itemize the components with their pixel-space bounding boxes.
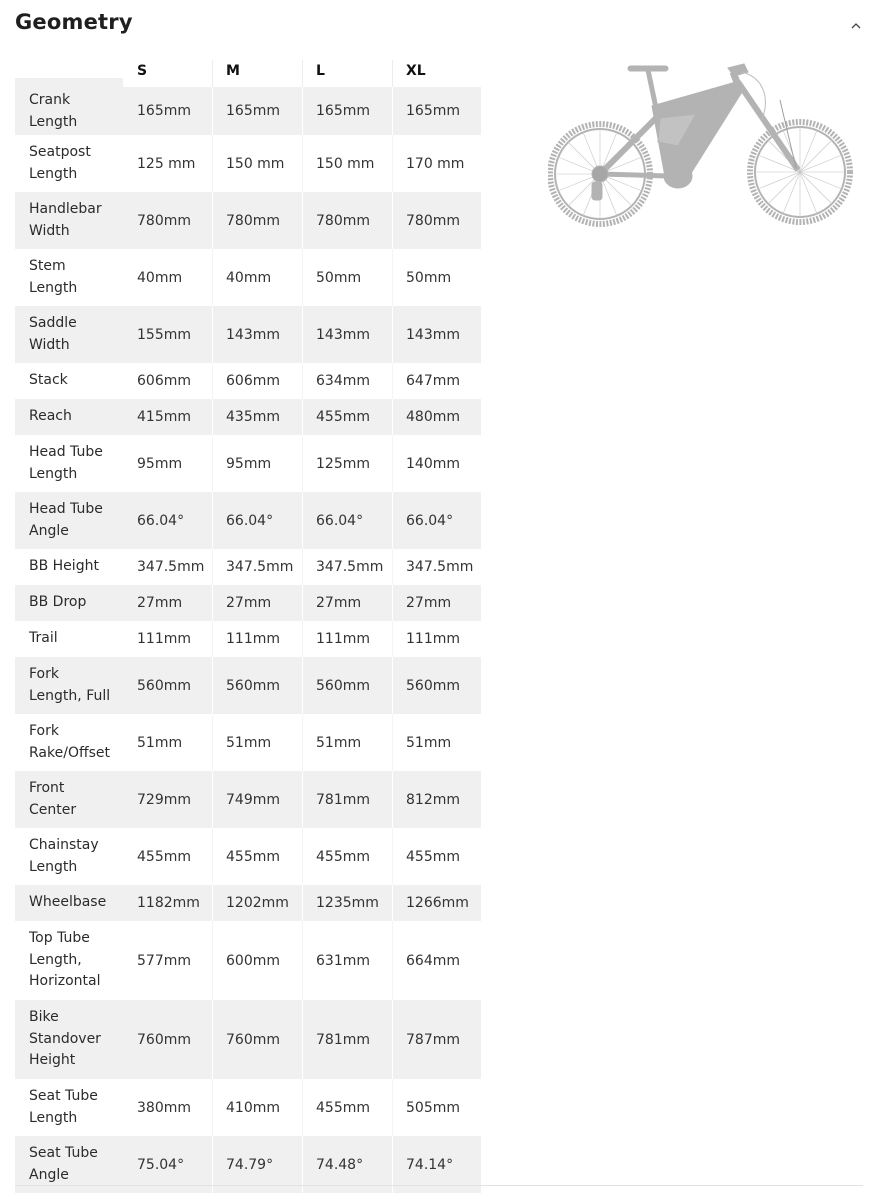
cell-value-s: 729mm: [137, 792, 191, 808]
column-divider: [212, 549, 213, 585]
column-divider: [212, 306, 213, 363]
cell-value-m: 760mm: [226, 1032, 280, 1048]
table-row: [15, 621, 481, 657]
cell-value-m: 600mm: [226, 953, 280, 969]
row-label: [29, 199, 125, 242]
row-label: [29, 499, 125, 542]
geometry-table: [15, 56, 481, 1193]
row-label-line: Saddle: [29, 315, 77, 331]
bike-silhouette-icon: [548, 58, 854, 234]
column-divider: [212, 492, 213, 549]
column-divider: [302, 492, 303, 549]
cell-value-m: 111mm: [226, 631, 280, 647]
cell-value-l: 50mm: [316, 270, 362, 286]
cell-value-l: 781mm: [316, 1032, 370, 1048]
column-divider: [212, 249, 213, 306]
row-label-line: Front: [29, 780, 65, 796]
row-label: [29, 256, 125, 299]
column-divider: [302, 714, 303, 771]
row-label: [29, 664, 125, 707]
cell-value-xl: 1266mm: [406, 895, 469, 911]
row-label-line: BB Height: [29, 558, 99, 574]
cell-value-m: 40mm: [226, 270, 272, 286]
column-divider: [302, 1079, 303, 1136]
row-label-line: Angle: [29, 1166, 69, 1183]
row-label: [29, 1086, 125, 1129]
column-divider: [392, 621, 393, 657]
bottom-divider: [15, 1185, 863, 1186]
row-label: [29, 1007, 125, 1072]
column-divider: [302, 621, 303, 657]
row-label-line: Wheelbase: [29, 894, 107, 910]
column-divider: [302, 771, 303, 828]
row-label-line: Top Tube: [29, 930, 90, 946]
row-label: [29, 928, 125, 993]
table-row: [15, 87, 481, 135]
cell-value-l: 74.48°: [316, 1157, 364, 1173]
geometry-header[interactable]: [0, 0, 877, 52]
cell-value-xl: 347.5mm: [406, 559, 474, 575]
row-label-line: Stack: [29, 372, 68, 388]
cell-value-m: 347.5mm: [226, 559, 294, 575]
row-label: [29, 892, 125, 914]
row-label: [29, 442, 125, 485]
cell-value-s: 111mm: [137, 631, 191, 647]
size-header-m: M: [226, 63, 240, 79]
column-divider: [392, 549, 393, 585]
column-divider: [212, 585, 213, 621]
row-label-line: Horizontal: [29, 973, 101, 989]
column-divider: [392, 1000, 393, 1079]
table-row: [15, 435, 481, 492]
column-divider: [392, 1079, 393, 1136]
row-label-line: Chainstay: [29, 837, 99, 853]
cell-value-l: 1235mm: [316, 895, 379, 911]
cell-value-s: 155mm: [137, 327, 191, 343]
cell-value-m: 410mm: [226, 1100, 280, 1116]
column-divider: [302, 828, 303, 885]
cell-value-l: 111mm: [316, 631, 370, 647]
cell-value-l: 781mm: [316, 792, 370, 808]
column-divider: [212, 885, 213, 921]
column-divider: [392, 192, 393, 249]
column-divider: [302, 60, 303, 87]
row-label-line: Fork: [29, 666, 59, 682]
cell-value-s: 40mm: [137, 270, 183, 286]
column-divider: [212, 363, 213, 399]
row-label: [29, 370, 125, 392]
column-divider: [392, 657, 393, 714]
table-row: [15, 549, 481, 585]
row-label: [29, 628, 125, 650]
cell-value-xl: 787mm: [406, 1032, 460, 1048]
table-row: [15, 1000, 481, 1079]
column-divider: [392, 306, 393, 363]
table-row: [15, 771, 481, 828]
cell-value-xl: 143mm: [406, 327, 460, 343]
cell-value-l: 455mm: [316, 849, 370, 865]
row-label: [29, 313, 125, 356]
column-divider: [212, 657, 213, 714]
cell-value-xl: 780mm: [406, 213, 460, 229]
row-label-line: Stem: [29, 258, 66, 274]
cell-value-m: 74.79°: [226, 1157, 274, 1173]
table-row: [15, 885, 481, 921]
row-label-line: Reach: [29, 408, 72, 424]
cell-value-l: 560mm: [316, 678, 370, 694]
cell-value-s: 95mm: [137, 456, 183, 472]
cell-value-m: 606mm: [226, 373, 280, 389]
table-row: [15, 306, 481, 363]
row-label-line: Center: [29, 801, 77, 818]
cell-value-m: 749mm: [226, 792, 280, 808]
row-label: [29, 1143, 125, 1186]
row-label-line: Crank: [29, 92, 71, 108]
cell-value-s: 606mm: [137, 373, 191, 389]
column-divider: [302, 885, 303, 921]
cell-value-l: 143mm: [316, 327, 370, 343]
cell-value-m: 27mm: [226, 595, 272, 611]
column-divider: [302, 363, 303, 399]
cell-value-s: 125 mm: [137, 156, 196, 172]
cell-value-s: 1182mm: [137, 895, 200, 911]
chevron-up-icon[interactable]: [846, 16, 866, 36]
column-divider: [212, 621, 213, 657]
size-header-s: S: [137, 63, 148, 79]
column-divider: [302, 435, 303, 492]
row-label-line: Rake/Offset: [29, 744, 110, 761]
cell-value-s: 51mm: [137, 735, 183, 751]
cell-value-xl: 647mm: [406, 373, 460, 389]
table-row: [15, 399, 481, 435]
column-divider: [212, 1000, 213, 1079]
cell-value-xl: 111mm: [406, 631, 460, 647]
row-label-line: Width: [29, 222, 70, 239]
cell-value-l: 150 mm: [316, 156, 375, 172]
row-label: [29, 778, 125, 821]
cell-value-l: 347.5mm: [316, 559, 384, 575]
row-label-line: Seatpost: [29, 144, 91, 160]
row-label-line: Trail: [29, 630, 58, 646]
cell-value-s: 560mm: [137, 678, 191, 694]
cell-value-xl: 812mm: [406, 792, 460, 808]
cell-value-l: 780mm: [316, 213, 370, 229]
column-divider: [212, 135, 213, 192]
cell-value-l: 455mm: [316, 409, 370, 425]
column-divider: [212, 435, 213, 492]
column-divider: [302, 249, 303, 306]
table-row: [15, 192, 481, 249]
row-label: [29, 592, 125, 614]
cell-value-l: 455mm: [316, 1100, 370, 1116]
cell-value-m: 1202mm: [226, 895, 289, 911]
row-label-line: Length, Full: [29, 687, 111, 704]
row-label: [29, 406, 125, 428]
cell-value-l: 27mm: [316, 595, 362, 611]
row-label-line: Standover: [29, 1030, 101, 1047]
cell-value-m: 560mm: [226, 678, 280, 694]
column-divider: [302, 921, 303, 1000]
column-divider: [212, 771, 213, 828]
cell-value-xl: 505mm: [406, 1100, 460, 1116]
cell-value-xl: 664mm: [406, 953, 460, 969]
cell-value-m: 165mm: [226, 103, 280, 119]
column-divider: [302, 1000, 303, 1079]
column-divider: [392, 585, 393, 621]
row-label-line: Length: [29, 113, 78, 130]
row-label-line: Bike: [29, 1009, 59, 1025]
cell-value-m: 435mm: [226, 409, 280, 425]
row-label-line: Head Tube: [29, 501, 103, 517]
row-label-line: Length: [29, 858, 78, 875]
column-divider: [392, 249, 393, 306]
cell-value-xl: 560mm: [406, 678, 460, 694]
column-divider: [212, 921, 213, 1000]
row-label-line: Length: [29, 465, 78, 482]
cell-value-l: 51mm: [316, 735, 362, 751]
cell-value-xl: 455mm: [406, 849, 460, 865]
row-label-line: Angle: [29, 522, 69, 539]
cell-value-m: 95mm: [226, 456, 272, 472]
cell-value-xl: 27mm: [406, 595, 452, 611]
row-label-line: Height: [29, 1052, 76, 1068]
cell-value-m: 143mm: [226, 327, 280, 343]
column-divider: [302, 306, 303, 363]
row-shade-patch: [15, 78, 123, 87]
column-divider: [392, 399, 393, 435]
column-divider: [302, 585, 303, 621]
row-label: [29, 721, 125, 764]
table-row: [15, 828, 481, 885]
column-divider: [392, 135, 393, 192]
cell-value-m: 150 mm: [226, 156, 285, 172]
cell-value-m: 455mm: [226, 849, 280, 865]
column-divider: [392, 714, 393, 771]
column-divider: [302, 549, 303, 585]
row-label-line: Width: [29, 336, 70, 353]
row-label-line: Head Tube: [29, 444, 103, 460]
cell-value-s: 760mm: [137, 1032, 191, 1048]
cell-value-s: 415mm: [137, 409, 191, 425]
column-divider: [392, 828, 393, 885]
cell-value-m: 780mm: [226, 213, 280, 229]
table-row: [15, 363, 481, 399]
column-divider: [212, 60, 213, 87]
column-divider: [302, 87, 303, 135]
cell-value-l: 634mm: [316, 373, 370, 389]
row-label: [29, 90, 125, 133]
column-divider: [302, 135, 303, 192]
cell-value-xl: 170 mm: [406, 156, 465, 172]
section-title: Geometry: [15, 10, 133, 34]
row-label-line: Fork: [29, 723, 59, 739]
cell-value-s: 347.5mm: [137, 559, 205, 575]
row-label-line: BB Drop: [29, 594, 87, 610]
row-label: [29, 556, 125, 578]
cell-value-s: 165mm: [137, 103, 191, 119]
cell-value-xl: 66.04°: [406, 513, 454, 529]
column-divider: [392, 435, 393, 492]
column-divider: [212, 192, 213, 249]
column-divider: [392, 87, 393, 135]
column-divider: [392, 492, 393, 549]
cell-value-s: 75.04°: [137, 1157, 185, 1173]
cell-value-s: 577mm: [137, 953, 191, 969]
cell-value-m: 51mm: [226, 735, 272, 751]
cell-value-l: 165mm: [316, 103, 370, 119]
column-divider: [212, 399, 213, 435]
cell-value-s: 455mm: [137, 849, 191, 865]
cell-value-s: 66.04°: [137, 513, 185, 529]
column-divider: [392, 885, 393, 921]
column-divider: [392, 921, 393, 1000]
table-row: [15, 714, 481, 771]
table-row: [15, 585, 481, 621]
table-row: [15, 921, 481, 1000]
row-label-line: Length,: [29, 951, 82, 968]
table-row: [15, 249, 481, 306]
size-header-l: L: [316, 63, 325, 79]
cell-value-s: 380mm: [137, 1100, 191, 1116]
column-divider: [302, 399, 303, 435]
row-label-line: Length: [29, 1109, 78, 1126]
column-divider: [212, 714, 213, 771]
column-divider: [212, 87, 213, 135]
cell-value-xl: 51mm: [406, 735, 452, 751]
cell-value-xl: 480mm: [406, 409, 460, 425]
cell-value-s: 27mm: [137, 595, 183, 611]
column-divider: [302, 657, 303, 714]
table-row: [15, 1079, 481, 1136]
table-row: [15, 657, 481, 714]
size-header-xl: XL: [406, 63, 426, 79]
column-divider: [392, 771, 393, 828]
cell-value-l: 66.04°: [316, 513, 364, 529]
cell-value-l: 125mm: [316, 456, 370, 472]
cell-value-m: 66.04°: [226, 513, 274, 529]
cell-value-xl: 165mm: [406, 103, 460, 119]
cell-value-l: 631mm: [316, 953, 370, 969]
cell-value-s: 780mm: [137, 213, 191, 229]
table-row: [15, 492, 481, 549]
column-divider: [392, 363, 393, 399]
column-divider: [302, 192, 303, 249]
column-divider: [392, 60, 393, 87]
row-label-line: Seat Tube: [29, 1145, 98, 1161]
row-label-line: Seat Tube: [29, 1088, 98, 1104]
row-label-line: Length: [29, 279, 78, 296]
row-label-line: Handlebar: [29, 201, 102, 217]
cell-value-xl: 50mm: [406, 270, 452, 286]
column-divider: [212, 828, 213, 885]
table-row: [15, 135, 481, 192]
column-divider: [212, 1079, 213, 1136]
row-label: [29, 142, 125, 185]
cell-value-xl: 140mm: [406, 456, 460, 472]
row-label-line: Length: [29, 165, 78, 182]
cell-value-xl: 74.14°: [406, 1157, 454, 1173]
row-label: [29, 835, 125, 878]
